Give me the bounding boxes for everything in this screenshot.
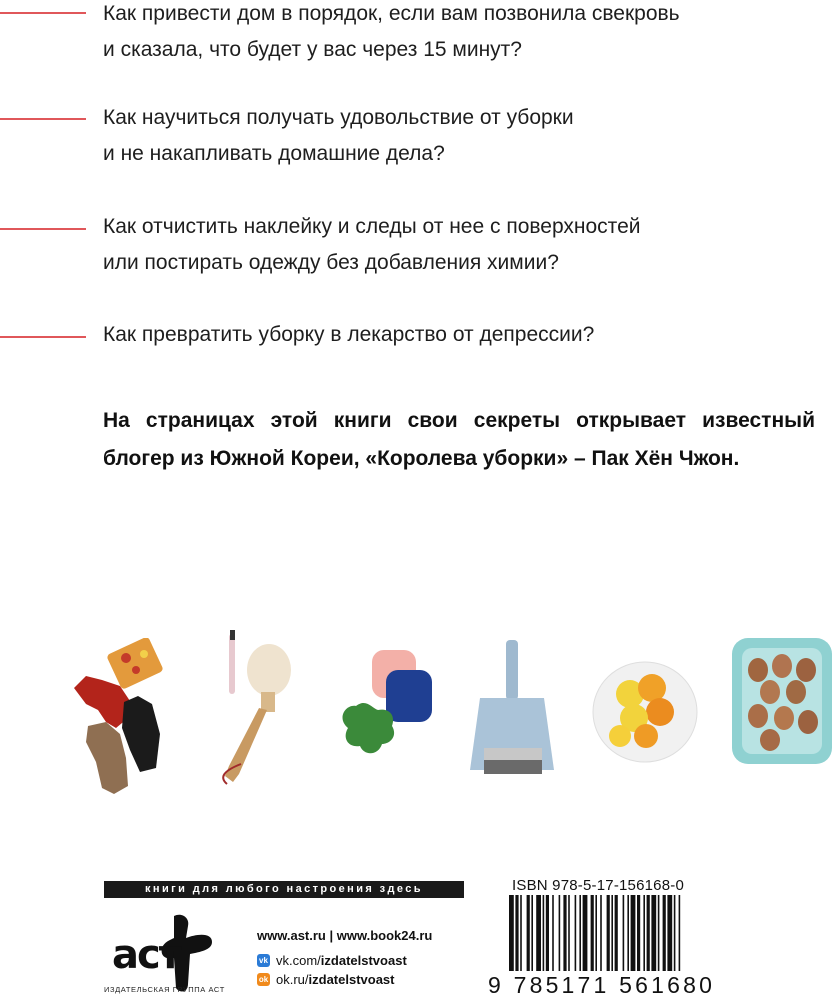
vk-link[interactable]: vk vk.com/ izdatelstvoast	[257, 953, 407, 968]
red-rule	[0, 118, 86, 120]
website-links[interactable]: www.ast.ru | www.book24.ru	[257, 928, 433, 943]
question-text: Как превратить уборку в лекарство от депрессии?	[103, 323, 595, 346]
cleaning-items-illustrations	[0, 620, 832, 800]
ok-link[interactable]: ok ok.ru/ izdatelstvoast	[258, 972, 395, 987]
egg-basket-icon	[730, 636, 832, 766]
intro-paragraph: На страницах этой книги свои секреты открывает известный блогер из Южной Кореи, «Королева уборки» – Пак Хён Чжон.	[103, 409, 815, 470]
barcode-number: 9 785171 561680	[488, 971, 828, 1000]
brush-icon	[205, 626, 305, 796]
red-rule	[0, 228, 86, 230]
isbn-text: ISBN 978-5-17-156168-0	[512, 877, 685, 894]
ok-icon: ok	[258, 975, 269, 984]
red-rule	[0, 12, 86, 14]
dustpan-icon	[470, 638, 560, 788]
vk-icon: vk	[257, 954, 270, 967]
tagline-banner: книги для любого настроения здесь	[104, 881, 464, 898]
publisher-name: ИЗДАТЕЛЬСКАЯ ГРУППА АСТ	[104, 985, 225, 994]
question-text: Как отчистить наклейку и следы от нее с поверхностей или постирать одежду без добавления химии?	[103, 215, 641, 274]
ast-logo-text: аст	[112, 932, 180, 978]
colander-icon	[590, 648, 700, 768]
question-text: Как научиться получать удовольствие от уборки и не накапливать домашние дела?	[103, 106, 574, 165]
red-rule	[0, 336, 86, 338]
sponges-icon	[326, 648, 436, 778]
gloves-icon	[66, 638, 166, 800]
question-text: Как привести дом в порядок, если вам позвонила свекровь и сказала, что будет у вас через 15 минут?	[103, 2, 680, 61]
